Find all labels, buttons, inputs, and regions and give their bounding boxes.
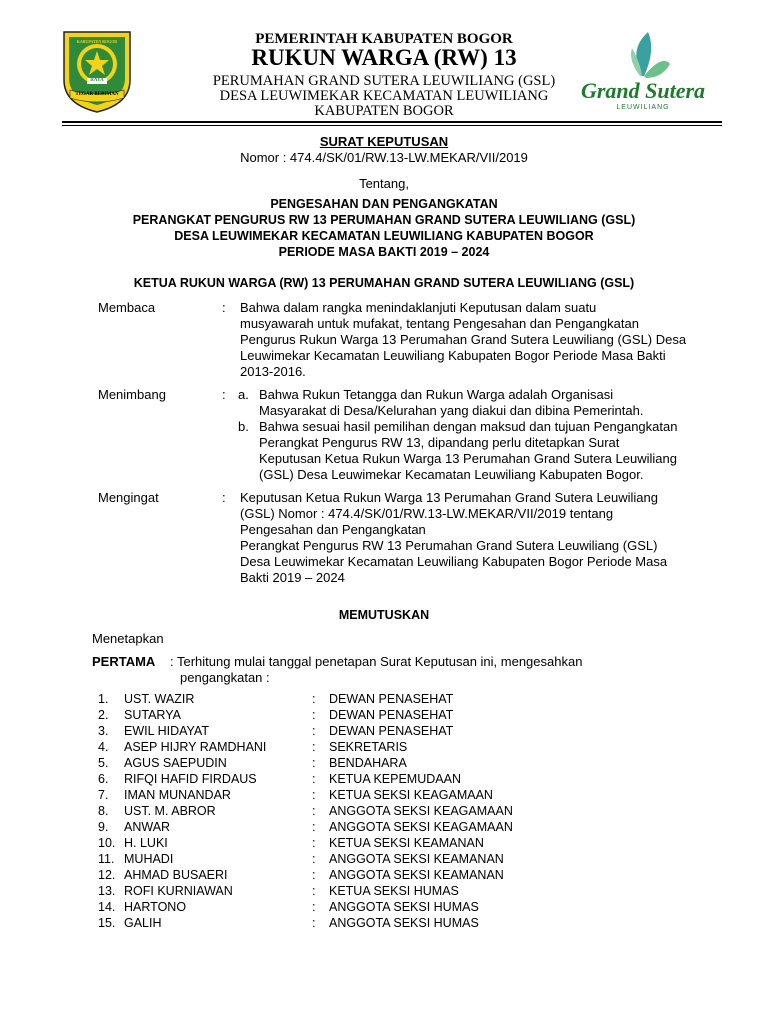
- subject-line: DESA LEUWIMEKAR KECAMATAN LEUWILIANG KABUPATEN BOGOR: [174, 229, 594, 243]
- member-name: HARTONO: [124, 900, 187, 914]
- member-role: ANGGOTA SEKSI HUMAS: [329, 900, 479, 914]
- membaca-text-line: 2013-2016.: [240, 364, 306, 379]
- member-number: 12.: [98, 868, 116, 882]
- member-role: ANGGOTA SEKSI KEAMANAN: [329, 868, 504, 882]
- member-separator: :: [312, 900, 316, 914]
- memutuskan-heading: MEMUTUSKAN: [338, 608, 430, 622]
- member-role: DEWAN PENASEHAT: [329, 692, 454, 706]
- membaca-text-line: musyawarah untuk mufakat, tentang Pengesahan dan Pengangkatan: [240, 316, 639, 331]
- member-name: IMAN MUNANDAR: [124, 788, 231, 802]
- letterhead-divider-thin: [62, 125, 722, 126]
- pertama-text-line: pengangkatan :: [180, 670, 270, 685]
- subject-line: PENGESAHAN DAN PENGANGKATAN: [270, 197, 498, 211]
- member-role: KETUA KEPEMUDAAN: [329, 772, 461, 786]
- member-name: AGUS SAEPUDIN: [124, 756, 227, 770]
- brand-subtitle: LEUWILIANG: [616, 104, 670, 111]
- member-role: BENDAHARA: [329, 756, 407, 770]
- document-number: Nomor : 474.4/SK/01/RW.13-LW.MEKAR/VII/2019: [240, 150, 528, 165]
- member-name: GALIH: [124, 916, 162, 930]
- member-number: 15.: [98, 916, 116, 930]
- mengingat-label: Mengingat: [98, 490, 159, 505]
- membaca-text-line: Bahwa dalam rangka menindaklanjuti Keputusan dalam suatu: [240, 300, 597, 315]
- member-separator: :: [312, 852, 316, 866]
- member-name: UST. WAZIR: [124, 692, 195, 706]
- document-title: SURAT KEPUTUSAN: [319, 134, 449, 149]
- mengingat-text-line: Desa Leuwimekar Kecamatan Leuwiliang Kabupaten Bogor Periode Masa: [240, 554, 668, 569]
- menimbang-a-line: Bahwa Rukun Tetangga dan Rukun Warga adalah Organisasi: [259, 387, 614, 402]
- member-separator: :: [312, 916, 316, 930]
- subject-line: PERANGKAT PENGURUS RW 13 PERUMAHAN GRAND SUTERA LEUWILIANG (GSL): [132, 213, 636, 227]
- mengingat-text-line: Pengesahan dan Pengangkatan: [240, 522, 426, 537]
- member-role: DEWAN PENASEHAT: [329, 708, 454, 722]
- brand-name: Grand Sutera: [580, 78, 706, 103]
- member-name: EWIL HIDAYAT: [124, 724, 209, 738]
- membaca-label: Membaca: [98, 300, 156, 315]
- member-role: DEWAN PENASEHAT: [329, 724, 454, 738]
- menimbang-label: Menimbang: [98, 387, 166, 402]
- member-number: 6.: [98, 772, 109, 786]
- member-number: 4.: [98, 740, 109, 754]
- letterhead-line1: PEMERINTAH KABUPATEN BOGOR: [255, 31, 513, 47]
- member-number: 3.: [98, 724, 109, 738]
- letterhead-line2: RUKUN WARGA (RW) 13: [251, 45, 517, 70]
- member-number: 5.: [98, 756, 109, 770]
- letterhead-line5: KABUPATEN BOGOR: [314, 103, 454, 119]
- member-separator: :: [312, 692, 316, 706]
- member-number: 2.: [98, 708, 109, 722]
- member-name: UST. M. ABROR: [124, 804, 216, 818]
- member-role: KETUA SEKSI KEAGAMAAN: [329, 788, 493, 802]
- member-name: SUTARYA: [124, 708, 181, 722]
- member-separator: :: [312, 884, 316, 898]
- member-number: 7.: [98, 788, 109, 802]
- letterhead-line3: PERUMAHAN GRAND SUTERA LEUWILIANG (GSL): [212, 73, 556, 89]
- member-number: 14.: [98, 900, 116, 914]
- member-role: KETUA SEKSI KEAMANAN: [329, 836, 484, 850]
- menimbang-b-line: Keputusan Ketua Rukun Warga 13 Perumahan Grand Sutera Leuwiliang: [259, 451, 677, 466]
- member-number: 10.: [98, 836, 116, 850]
- pertama-text-line: : Terhitung mulai tanggal penetapan Surat Keputusan ini, mengesahkan: [170, 654, 583, 669]
- member-role: ANGGOTA SEKSI HUMAS: [329, 916, 479, 930]
- membaca-text-line: Pengurus Rukun Warga 13 Perumahan Grand Sutera Leuwiliang (GSL) Desa: [240, 332, 687, 347]
- letterhead-divider: [62, 121, 722, 123]
- member-role: ANGGOTA SEKSI KEAGAMAAN: [329, 820, 513, 834]
- membaca-text-line: Leuwimekar Kecamatan Leuwiliang Kabupaten Bogor Periode Masa Bakti: [240, 348, 666, 363]
- menimbang-b-line: (GSL) Desa Leuwimekar Kecamatan Leuwiliang Kabupaten Bogor.: [259, 467, 644, 482]
- mengingat-text-line: Keputusan Ketua Rukun Warga 13 Perumahan Grand Sutera Leuwiliang: [240, 490, 658, 505]
- logo-top-text: KABUPATEN BOGOR: [76, 39, 118, 44]
- menimbang-marker-b: b.: [238, 419, 249, 434]
- menimbang-marker-a: a.: [238, 387, 249, 402]
- member-role: ANGGOTA SEKSI KEAGAMAAN: [329, 804, 513, 818]
- member-number: 1.: [98, 692, 109, 706]
- menimbang-colon: :: [222, 387, 226, 402]
- member-number: 13.: [98, 884, 116, 898]
- member-name: AHMAD BUSAERI: [124, 868, 228, 882]
- member-separator: :: [312, 804, 316, 818]
- member-role: ANGGOTA SEKSI KEAMANAN: [329, 852, 504, 866]
- member-name: H. LUKI: [124, 836, 168, 850]
- member-role: KETUA SEKSI HUMAS: [329, 884, 459, 898]
- membaca-colon: :: [222, 300, 226, 315]
- member-name: ROFI KURNIAWAN: [124, 884, 233, 898]
- member-separator: :: [312, 788, 316, 802]
- menimbang-b-line: Perangkat Pengurus RW 13, dipandang perlu ditetapkan Surat: [259, 435, 620, 450]
- letterhead-line4: DESA LEUWIMEKAR KECAMATAN LEUWILIANG: [219, 88, 549, 104]
- menimbang-a-line: Masyarakat di Desa/Kelurahan yang diakui dan dibina Pemerintah.: [259, 403, 644, 418]
- mengingat-colon: :: [222, 490, 226, 505]
- member-separator: :: [312, 740, 316, 754]
- tentang-label: Tentang,: [359, 176, 409, 191]
- member-name: MUHADI: [124, 852, 174, 866]
- member-separator: :: [312, 772, 316, 786]
- issuer-heading: KETUA RUKUN WARGA (RW) 13 PERUMAHAN GRAND SUTERA LEUWILIANG (GSL): [133, 276, 635, 290]
- member-number: 9.: [98, 820, 109, 834]
- member-separator: :: [312, 868, 316, 882]
- member-name: ANWAR: [124, 820, 171, 834]
- member-separator: :: [312, 724, 316, 738]
- member-role: SEKRETARIS: [329, 740, 408, 754]
- mengingat-text-line: Perangkat Pengurus RW 13 Perumahan Grand Sutera Leuwiliang (GSL): [240, 538, 658, 553]
- mengingat-text-line: (GSL) Nomor : 474.4/SK/01/RW.13-LW.MEKAR/VII/2019 tentang: [240, 506, 614, 521]
- member-separator: :: [312, 756, 316, 770]
- mengingat-text-line: Bakti 2019 – 2024: [240, 570, 345, 585]
- member-name: RIFQI HAFID FIRDAUS: [124, 772, 257, 786]
- member-separator: :: [312, 708, 316, 722]
- menimbang-b-line: Bahwa sesuai hasil pemilihan dengan maksud dan tujuan Pengangkatan: [259, 419, 678, 434]
- logo-motto: TEGAR BERIMAN: [75, 92, 119, 97]
- member-separator: :: [312, 820, 316, 834]
- member-number: 11.: [98, 852, 115, 866]
- member-separator: :: [312, 836, 316, 850]
- member-number: 8.: [98, 804, 109, 818]
- logo-badge: RAYA: [90, 78, 104, 83]
- menetapkan-label: Menetapkan: [92, 631, 164, 646]
- member-name: ASEP HIJRY RAMDHANI: [124, 740, 267, 754]
- subject-line: PERIODE MASA BAKTI 2019 – 2024: [278, 245, 490, 259]
- pertama-label: PERTAMA: [92, 654, 156, 669]
